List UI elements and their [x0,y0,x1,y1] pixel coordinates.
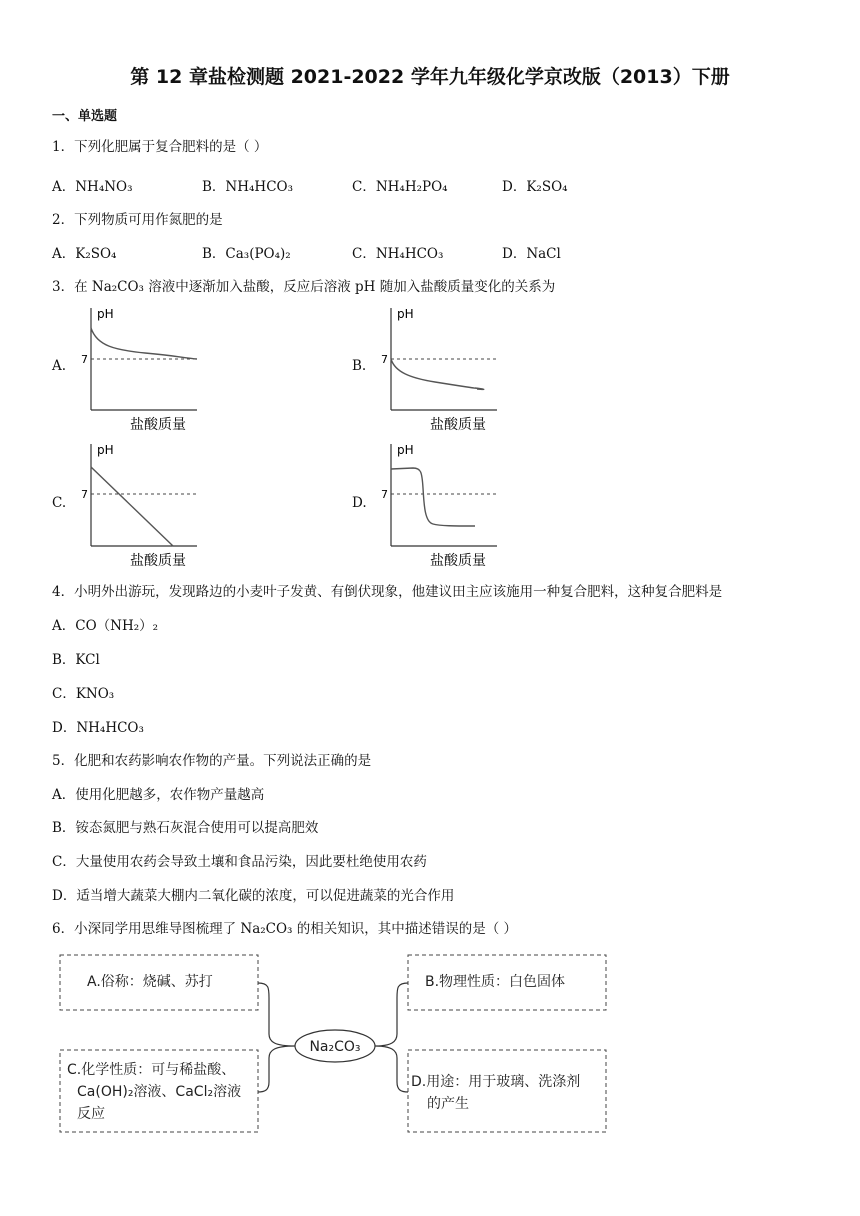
q2-option-d: D．NaCl [502,246,561,262]
graph-b-xlabel: 盐酸质量 [430,417,486,433]
mindmap-left-brace [258,983,295,1092]
graph-c-xlabel: 盐酸质量 [130,553,186,569]
graph-c-letter: C. [52,495,67,511]
q5-option-d: D．适当增大蔬菜大棚内二氧化碳的浓度，可以促进蔬菜的光合作用 [52,888,455,904]
q2-option-c: C．NH₄HCO₃ [352,246,444,262]
graph-b-curve [391,359,484,389]
q2-option-a: A．K₂SO₄ [52,246,117,262]
question-4-stem: 4．小明外出游玩，发现路边的小麦叶子发黄、有倒伏现象，他建议田主应该施用一种复合肥料，这种复合肥料是 [52,584,723,600]
q5-option-c: C．大量使用农药会导致土壤和食品污染，因此要杜绝使用农药 [52,854,427,870]
question-3-stem: 3．在 Na₂CO₃ 溶液中逐渐加入盐酸，反应后溶液 pH 随加入盐酸质量变化的关系为 [52,279,556,295]
graph-c-ylabel: pH [97,443,114,457]
question-1-stem: 1．下列化肥属于复合肥料的是（ ） [52,139,268,155]
q5-option-a: A．使用化肥越多，农作物产量越高 [52,787,265,803]
graph-a-xlabel: 盐酸质量 [130,417,186,433]
q1-option-c: C．NH₄H₂PO₄ [352,179,448,195]
graph-d [375,438,515,570]
graph-c [75,438,215,570]
q1-option-b: B．NH₄HCO₃ [202,179,293,195]
mindmap-box-d-line2: 的产生 [427,1096,469,1112]
graph-d-letter: D. [352,495,367,511]
graph-d-ylabel: pH [397,443,414,457]
graph-b-ref-label: 7 [381,353,388,366]
q1-option-a: A．NH₄NO₃ [52,179,133,195]
mind-map [55,950,615,1140]
graph-a [75,302,215,434]
question-6-stem: 6．小深同学用思维导图梳理了 Na₂CO₃ 的相关知识，其中描述错误的是（ ） [52,921,518,937]
mindmap-box-c-line2: Ca(OH)₂溶液、CaCl₂溶液 [77,1084,242,1100]
q4-option-c: C．KNO₃ [52,686,115,702]
mindmap-right-brace [375,983,408,1092]
graph-b-ylabel: pH [397,307,414,321]
mindmap-box-b-text: B.物理性质：白色固体 [425,974,566,990]
graph-b [375,302,515,434]
q5-option-b: B．铵态氮肥与熟石灰混合使用可以提高肥效 [52,820,319,836]
graph-a-letter: A. [52,358,67,374]
question-2-stem: 2．下列物质可用作氮肥的是 [52,212,223,228]
q1-option-d: D．K₂SO₄ [502,179,568,195]
section-heading: 一、单选题 [52,109,118,124]
q4-option-b: B．KCl [52,652,100,668]
q4-option-d: D．NH₄HCO₃ [52,720,144,736]
mindmap-box-c-line1: C.化学性质：可与稀盐酸、 [67,1062,236,1078]
mindmap-box-a-text: A.俗称：烧碱、苏打 [87,974,213,990]
mindmap-box-c-line3: 反应 [77,1106,105,1122]
graph-a-ylabel: pH [97,307,114,321]
mindmap-box-d-line1: D.用途：用于玻璃、洗涤剂 [411,1074,581,1090]
mindmap-center-label: Na₂CO₃ [309,1039,361,1055]
page-title: 第 12 章盐检测题 2021-2022 学年九年级化学京改版（2013）下册 [130,66,730,88]
mindmap-box-d [408,1050,606,1132]
graph-d-xlabel: 盐酸质量 [430,553,486,569]
graph-c-curve [91,467,173,546]
q4-option-a: A．CO（NH₂）₂ [52,618,159,634]
q2-option-b: B．Ca₃(PO₄)₂ [202,246,291,262]
question-5-stem: 5．化肥和农药影响农作物的产量。下列说法正确的是 [52,753,372,769]
graph-a-curve [91,328,197,359]
graph-a-ref-label: 7 [81,353,88,366]
graph-c-ref-label: 7 [81,488,88,501]
graph-d-ref-label: 7 [381,488,388,501]
graph-b-letter: B. [352,358,367,374]
graph-d-curve [391,468,475,526]
